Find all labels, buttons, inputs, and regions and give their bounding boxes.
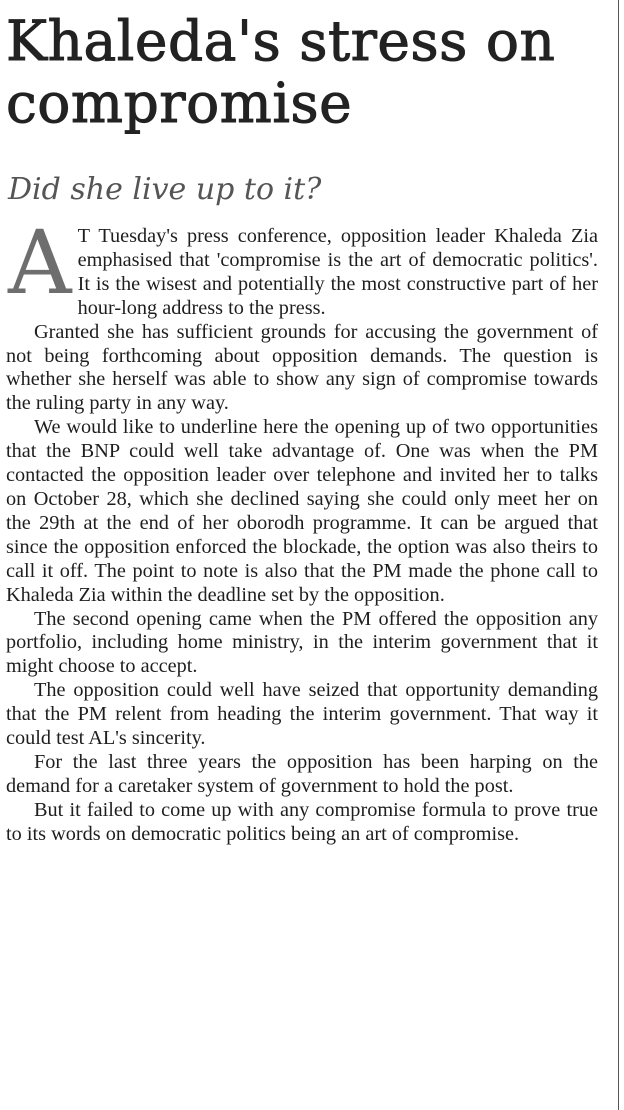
headline: Khaleda's stress on compromise [6, 9, 556, 135]
drop-cap: A [8, 211, 72, 314]
paragraph-4: The second opening came when the PM offered the opposition any portfolio, including home ministry, in the interim government that it might choose to accept. [6, 607, 598, 678]
paragraph-3: We would like to underline here the opening up of two opportunities that the BNP could well take advantage of. One was when the PM contacted the opposition leader over telephone and invited her to talks on October 28, which she declined saying she could only meet her on the 29th at the end of her oborodh programme. It can be argued that since the opposition enforced the blockade, the option was also theirs to call it off. The point to note is also that the PM made the phone call to Khaleda Zia within the deadline set by the opposition. [6, 416, 598, 606]
article-body [6, 211, 598, 847]
paragraph-1 [6, 211, 598, 321]
paragraph-6: For the last three years the opposition has been harping on the demand for a caretaker system of government to hold the post. [6, 750, 598, 797]
paragraph-1-text: T Tuesday's press conference, opposition leader Khaleda Zia emphasised that 'compromise is the art of democratic politics'. It is the wisest and potentially the most constructive part of her hour-long address to the press. [77, 225, 598, 319]
paragraph-7: But it failed to come up with any compromise formula to prove true to its words on democratic politics being an art of compromise. [6, 798, 598, 845]
subheadline: Did she live up to it? [8, 172, 322, 207]
paragraph-2: Granted she has sufficient grounds for accusing the government of not being forthcoming about opposition demands. The question is whether she herself was able to show any sign of compromise towards the ruling party in any way. [6, 320, 598, 415]
paragraph-5: The opposition could well have seized that opportunity demanding that the PM relent from heading the interim government. That way it could test AL's sincerity. [6, 679, 598, 750]
column-rule [618, 0, 619, 1110]
